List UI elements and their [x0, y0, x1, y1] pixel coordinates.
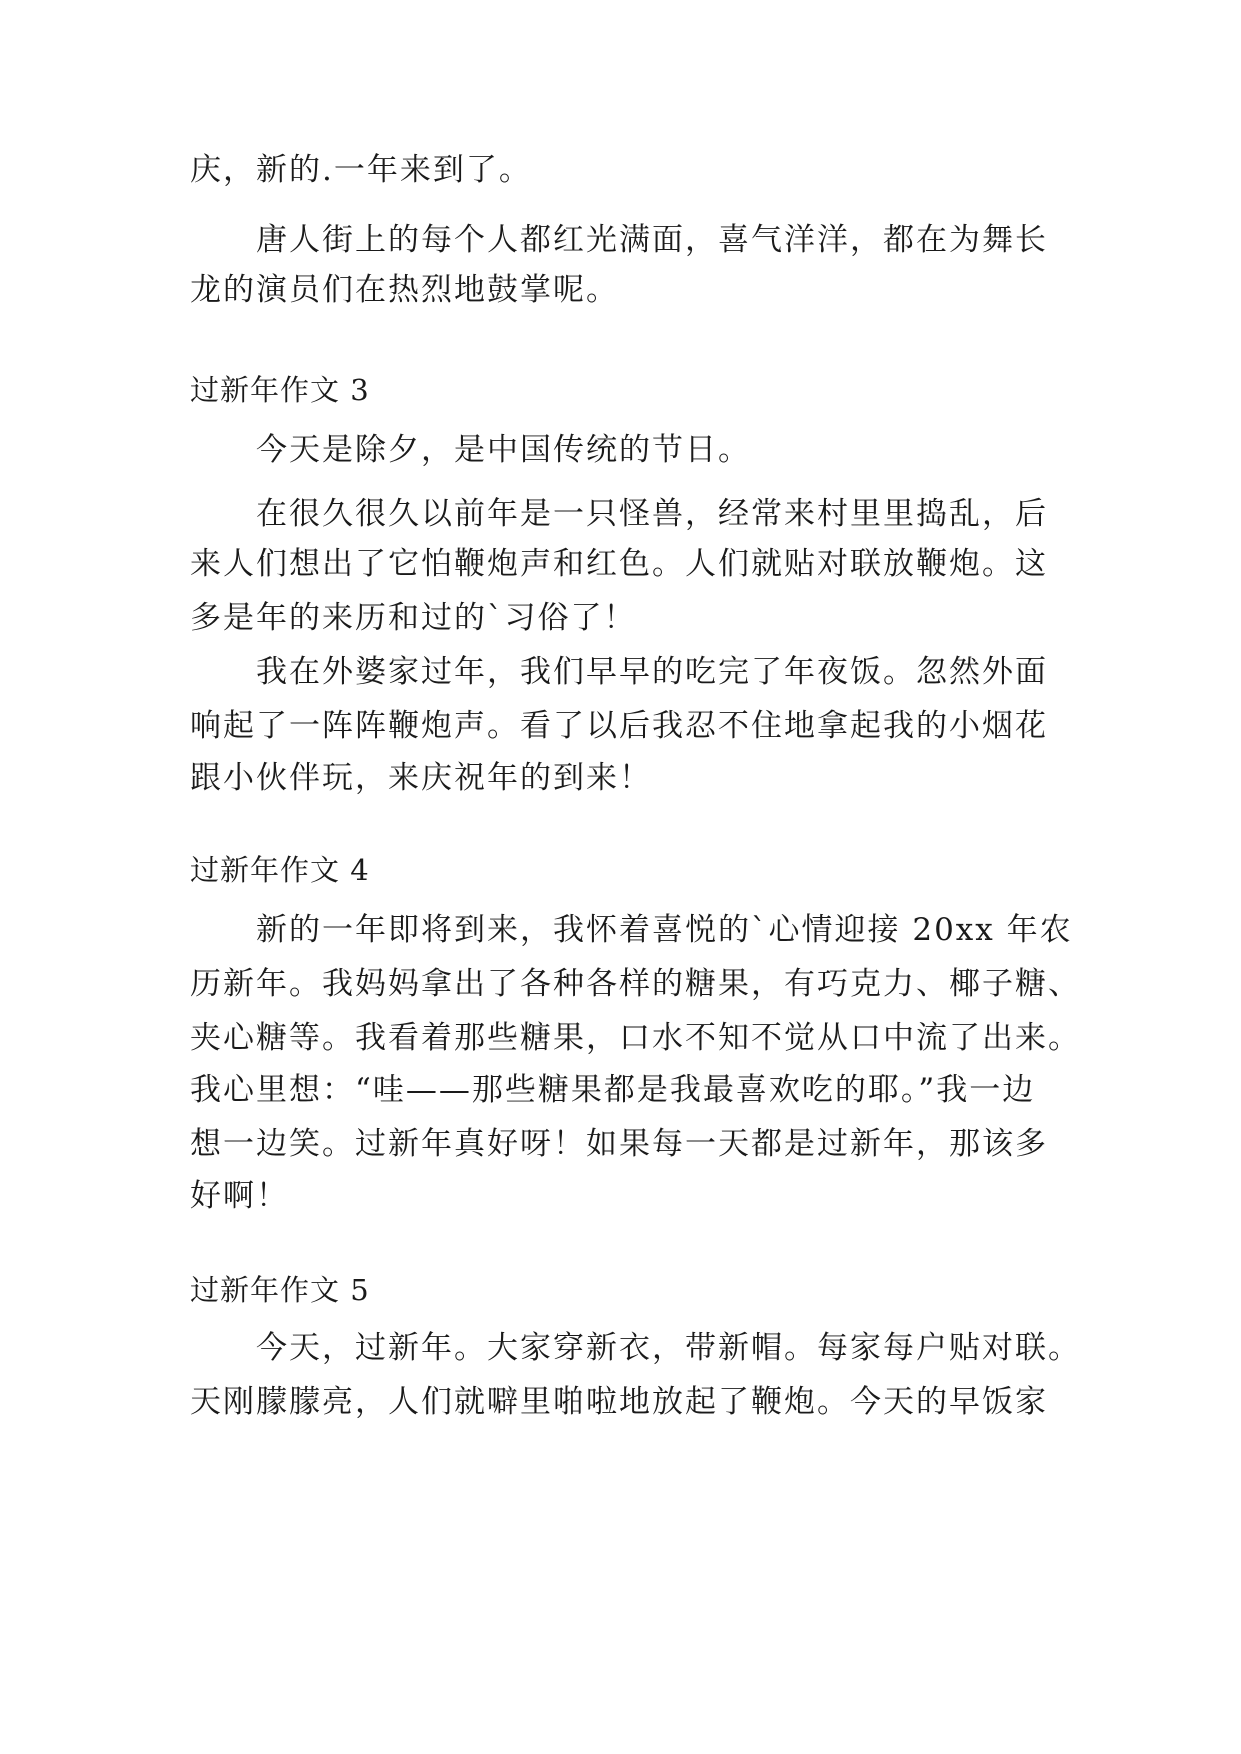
paragraph-line: 我心里想：“哇——那些糖果都是我最喜欢吃的耶。”我一边 [190, 1072, 1036, 1108]
section-heading: 过新年作文 5 [190, 1273, 370, 1307]
section-heading: 过新年作文 4 [190, 853, 370, 887]
paragraph-line: 龙的演员们在热烈地鼓掌呢。 [190, 272, 619, 308]
paragraph-line: 想一边笑。过新年真好呀！如果每一天都是过新年，那该多 [190, 1126, 1048, 1162]
paragraph-line: 新的一年即将到来，我怀着喜悦的`心情迎接 20xx 年农 [256, 912, 1073, 948]
paragraph-line: 在很久很久以前年是一只怪兽，经常来村里里捣乱，后 [256, 496, 1048, 532]
paragraph-line: 夹心糖等。我看着那些糖果，口水不知不觉从口中流了出来。 [190, 1020, 1081, 1056]
section-heading: 过新年作文 3 [190, 373, 370, 407]
paragraph-line: 历新年。我妈妈拿出了各种各样的糖果，有巧克力、椰子糖、 [190, 966, 1081, 1002]
paragraph-line: 来人们想出了它怕鞭炮声和红色。人们就贴对联放鞭炮。这 [190, 546, 1048, 582]
paragraph-line: 跟小伙伴玩，来庆祝年的到来！ [190, 760, 652, 796]
text-line: 庆，新的.一年来到了。 [190, 152, 532, 188]
paragraph-line: 今天是除夕，是中国传统的节日。 [256, 432, 751, 468]
paragraph-line: 天刚朦朦亮，人们就噼里啪啦地放起了鞭炮。今天的早饭家 [190, 1384, 1048, 1420]
paragraph-line: 今天，过新年。大家穿新衣，带新帽。每家每户贴对联。 [256, 1330, 1081, 1366]
paragraph-line: 多是年的来历和过的`习俗了！ [190, 600, 637, 636]
paragraph-line: 我在外婆家过年，我们早早的吃完了年夜饭。忽然外面 [256, 654, 1048, 690]
paragraph-line: 好啊！ [190, 1178, 289, 1214]
paragraph-line: 唐人街上的每个人都红光满面，喜气洋洋，都在为舞长 [256, 222, 1048, 258]
paragraph-line: 响起了一阵阵鞭炮声。看了以后我忍不住地拿起我的小烟花 [190, 708, 1048, 744]
